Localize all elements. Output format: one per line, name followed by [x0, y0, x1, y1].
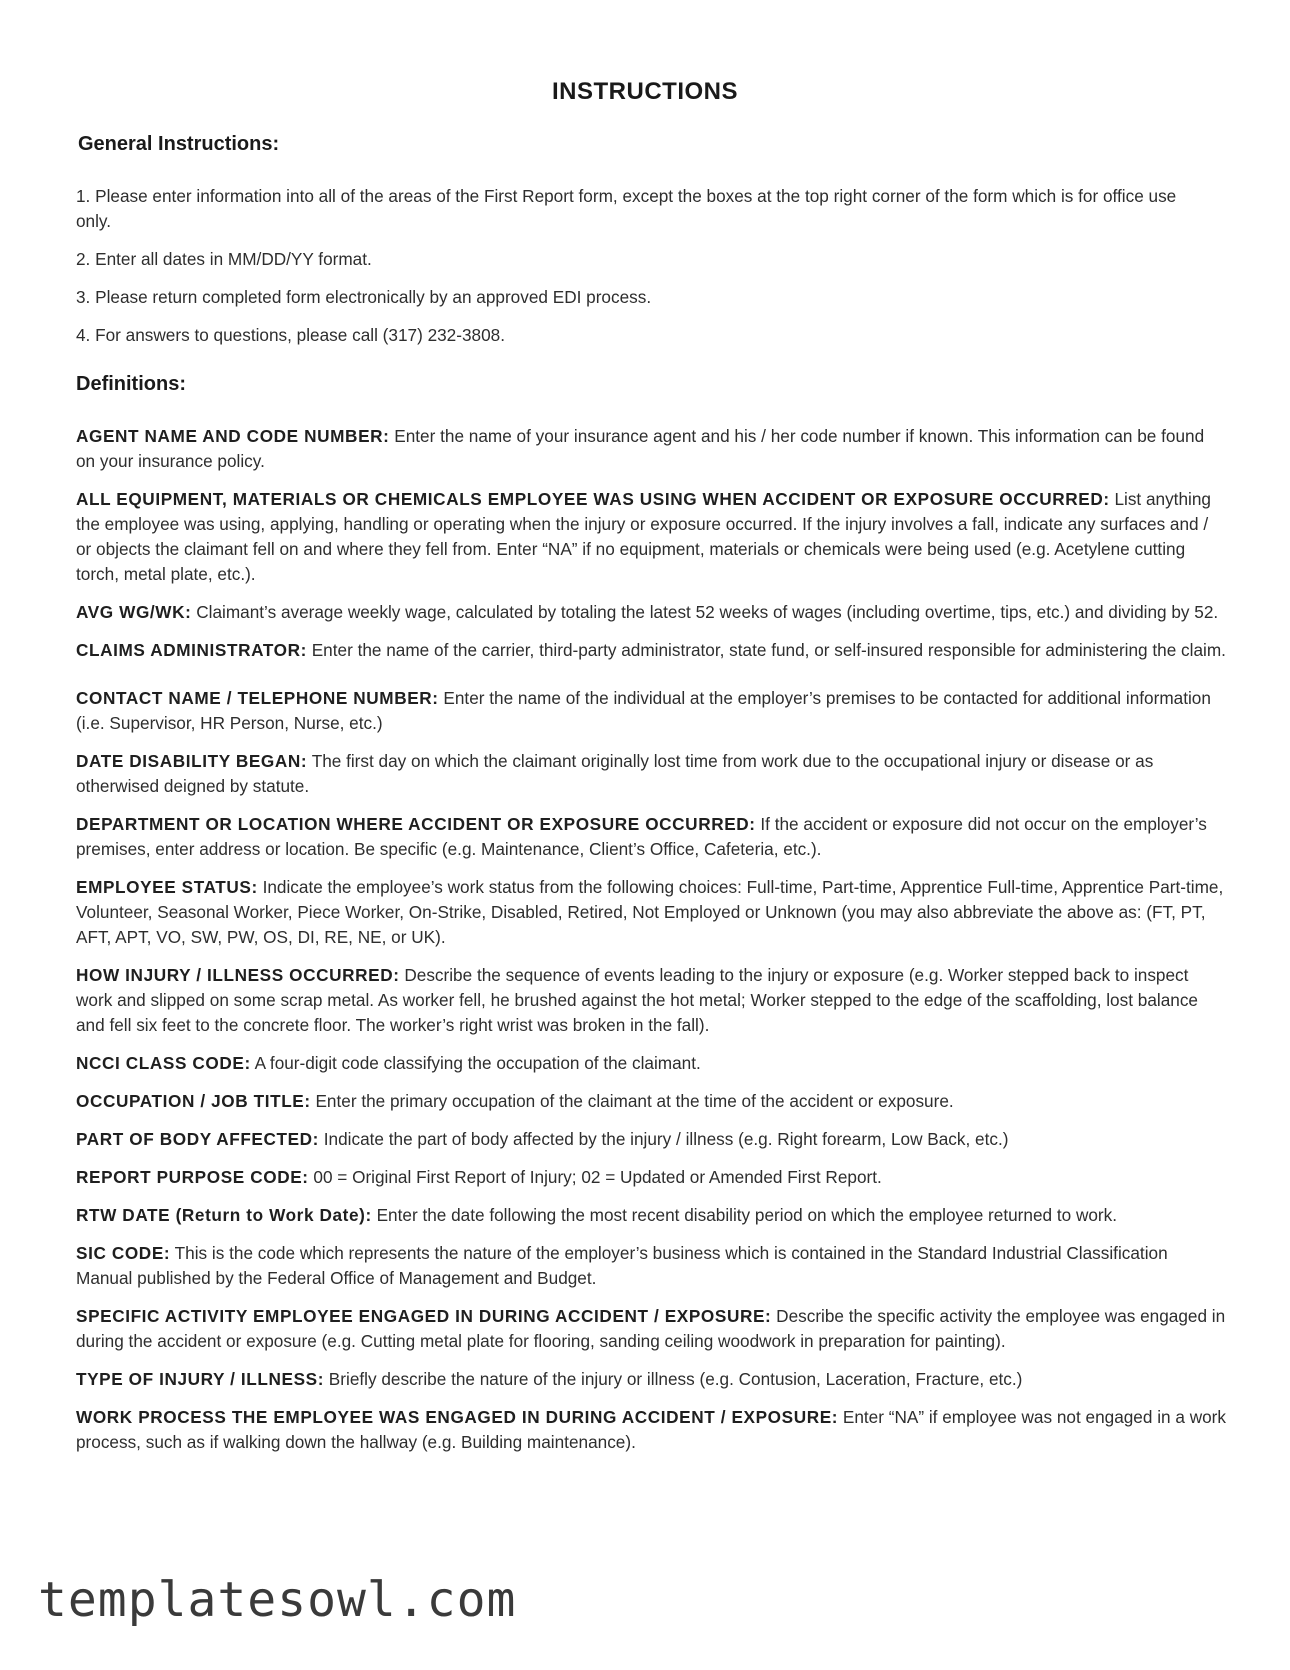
definition-term: AVG WG/WK:	[76, 602, 192, 622]
definition-item	[76, 1367, 1226, 1392]
definition-item	[76, 424, 1226, 474]
definition-item	[76, 749, 1226, 799]
definition-item	[76, 1127, 1226, 1152]
general-instructions-list	[76, 184, 1216, 361]
general-instructions-heading: General Instructions:	[78, 133, 280, 155]
watermark: templatesowl.com	[38, 1572, 517, 1628]
definition-term: RTW DATE (Return to Work Date):	[76, 1205, 372, 1225]
instruction-item: 4. For answers to questions, please call (317) 232-3808.	[76, 325, 505, 345]
definition-item	[76, 875, 1226, 950]
definition-item	[76, 600, 1226, 625]
definitions-heading: Definitions:	[76, 373, 186, 395]
definition-text: This is the code which represents the nature of the employer’s business which is contained in the Standard Industrial Classification Manual published by the Federal Office of Management and Budget.	[76, 1243, 1168, 1288]
definition-item	[76, 963, 1226, 1038]
definition-item	[76, 1241, 1226, 1291]
definition-text: Describe the sequence of events leading to the injury or exposure (e.g. Worker stepped back to inspect work and slipped on some scrap metal. As worker fell, he brushed against the hot metal; Worker stepped to the edge of the scaffolding, lost balance and fell six feet to the concrete floor. The worker’s right wrist was broken in the fall).	[76, 965, 1198, 1035]
definition-term: EMPLOYEE STATUS:	[76, 877, 258, 897]
definition-item	[76, 1089, 1226, 1114]
definition-term: DATE DISABILITY BEGAN:	[76, 751, 308, 771]
definition-term: DEPARTMENT OR LOCATION WHERE ACCIDENT OR EXPOSURE OCCURRED:	[76, 814, 756, 834]
definition-item	[76, 1304, 1226, 1354]
definition-text: If the accident or exposure did not occur on the employer’s premises, enter address or location. Be specific (e.g. Maintenance, Client’s Office, Cafeteria, etc.).	[76, 814, 1207, 859]
definition-text: Enter the name of the individual at the employer’s premises to be contacted for additional information (i.e. Supervisor, HR Person, Nurse, etc.)	[76, 688, 1211, 733]
instruction-item: 2. Enter all dates in MM/DD/YY format.	[76, 249, 372, 269]
definition-text: Enter the name of the carrier, third-party administrator, state fund, or self-insured responsible for administering the claim.	[306, 640, 1226, 660]
definitions-list	[76, 424, 1226, 1468]
definition-term: SPECIFIC ACTIVITY EMPLOYEE ENGAGED IN DURING ACCIDENT / EXPOSURE:	[76, 1306, 772, 1326]
definition-text: Indicate the employee’s work status from the following choices: Full-time, Part-time, Apprentice Full-time, Apprentice Part-time, Volunteer, Seasonal Worker, Piece Worker, On-Strike, Disabled, Retired, Not Employed or Unknown (you may also abbreviate the above as: (FT, PT, AFT, APT, VO, SW, PW, OS, DI, RE, NE, or UK).	[76, 877, 1224, 947]
definition-text: A four-digit code classifying the occupation of the claimant.	[250, 1053, 701, 1073]
definition-text: Briefly describe the nature of the injury or illness (e.g. Contusion, Laceration, Fracture, etc.)	[324, 1369, 1023, 1389]
definition-text: Enter the primary occupation of the claimant at the time of the accident or exposure.	[310, 1091, 954, 1111]
definition-text: Claimant’s average weekly wage, calculated by totaling the latest 52 weeks of wages (including overtime, tips, etc.) and dividing by 52.	[191, 602, 1219, 622]
definition-term: ALL EQUIPMENT, MATERIALS OR CHEMICALS EMPLOYEE WAS USING WHEN ACCIDENT OR EXPOSURE OCCURRED:	[76, 489, 1110, 509]
definition-term: HOW INJURY / ILLNESS OCCURRED:	[76, 965, 400, 985]
definition-term: WORK PROCESS THE EMPLOYEE WAS ENGAGED IN DURING ACCIDENT / EXPOSURE:	[76, 1407, 839, 1427]
definition-text: Indicate the part of body affected by the injury / illness (e.g. Right forearm, Low Back, etc.)	[319, 1129, 1009, 1149]
definition-item	[76, 1051, 1226, 1076]
definition-text: The first day on which the claimant originally lost time from work due to the occupational injury or disease or as otherwised deigned by statute.	[76, 751, 1154, 796]
definition-item	[76, 1203, 1226, 1228]
definition-item	[76, 812, 1226, 862]
definition-text: 00 = Original First Report of Injury; 02 = Updated or Amended First Report.	[308, 1167, 882, 1187]
definition-term: CONTACT NAME / TELEPHONE NUMBER:	[76, 688, 439, 708]
definition-text: Enter the name of your insurance agent and his / her code number if known. This information can be found on your insurance policy.	[76, 426, 1205, 471]
definition-term: AGENT NAME AND CODE NUMBER:	[76, 426, 390, 446]
definition-text: Describe the specific activity the employee was engaged in during the accident or exposure (e.g. Cutting metal plate for flooring, sanding ceiling woodwork in preparation for painting).	[76, 1306, 1226, 1351]
definition-item	[76, 686, 1226, 736]
definition-item	[76, 638, 1226, 663]
instruction-item: 1. Please enter information into all of the areas of the First Report form, except the boxes at the top right corner of the form which is for office use only.	[76, 186, 1177, 231]
definition-term: CLAIMS ADMINISTRATOR:	[76, 640, 307, 660]
definition-text: Enter “NA” if employee was not engaged in a work process, such as if walking down the hallway (e.g. Building maintenance).	[76, 1407, 1226, 1452]
definition-term: OCCUPATION / JOB TITLE:	[76, 1091, 311, 1111]
definition-term: REPORT PURPOSE CODE:	[76, 1167, 309, 1187]
instruction-item: 3. Please return completed form electronically by an approved EDI process.	[76, 287, 652, 307]
definition-term: SIC CODE:	[76, 1243, 171, 1263]
definition-text: Enter the date following the most recent disability period on which the employee returned to work.	[371, 1205, 1118, 1225]
page-title: INSTRUCTIONS	[552, 78, 738, 105]
definition-term: TYPE OF INJURY / ILLNESS:	[76, 1369, 325, 1389]
definition-term: NCCI CLASS CODE:	[76, 1053, 251, 1073]
definition-item	[76, 1405, 1226, 1455]
definition-term: PART OF BODY AFFECTED:	[76, 1129, 319, 1149]
definition-item	[76, 1165, 1226, 1190]
definition-item	[76, 487, 1226, 587]
definition-text: List anything the employee was using, applying, handling or operating when the injury or exposure occurred. If the injury involves a fall, indicate any surfaces and / or objects the claimant fell on and where they fell from. Enter “NA” if no equipment, materials or chemicals were being used (e.g. Acetylene cutting torch, metal plate, etc.).	[76, 489, 1211, 584]
